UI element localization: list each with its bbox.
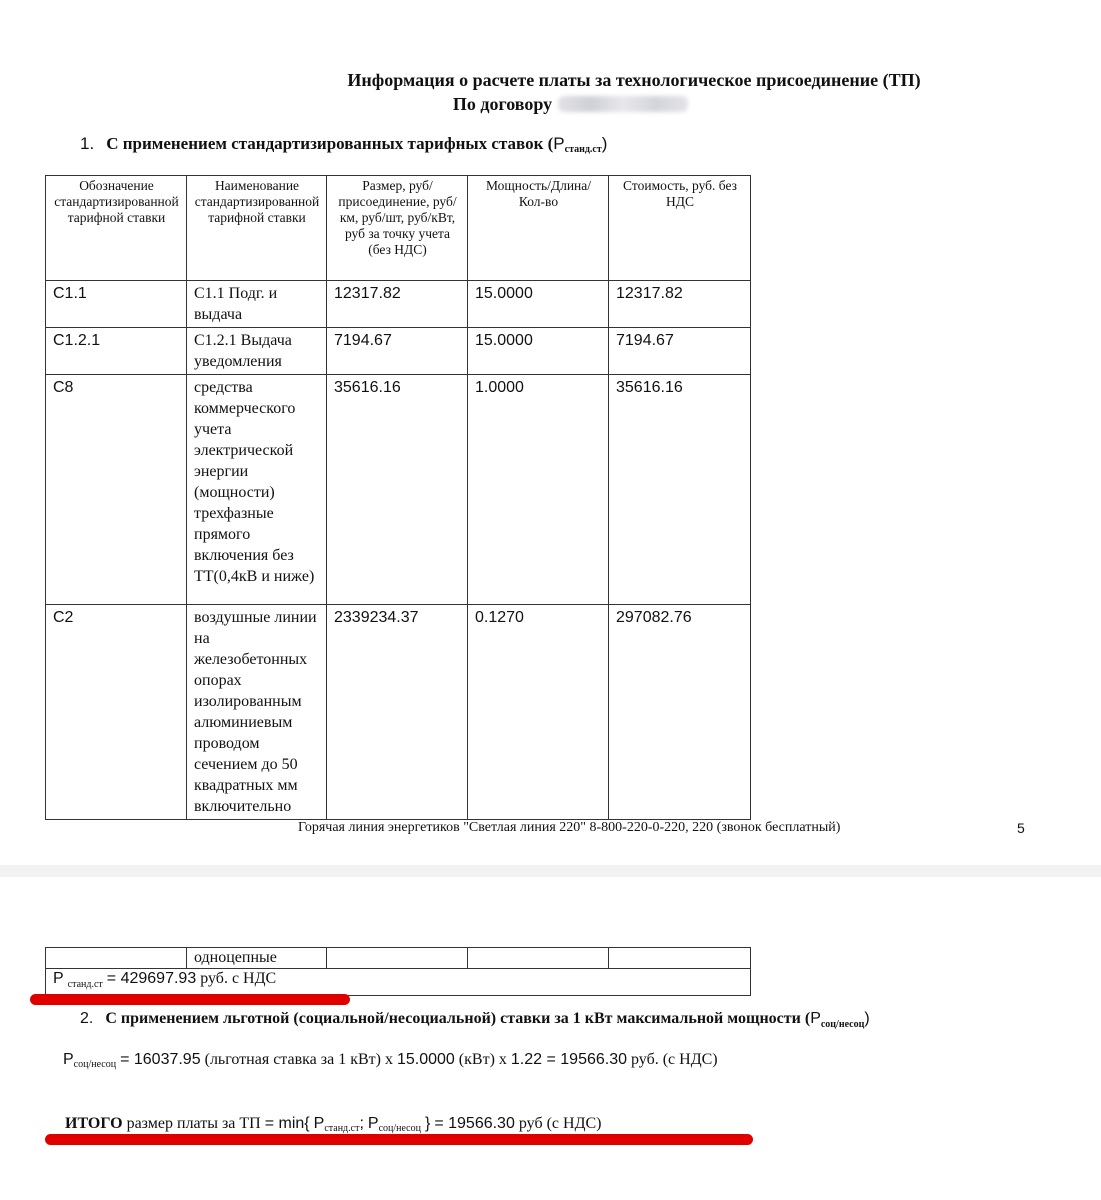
table-row [46,281,751,328]
total-standard-cell: P $_{станд.ст}$ = 429697.93 руб. с НДС [46,969,751,996]
red-underline-1 [30,994,350,1005]
title-line-2 [0,92,1101,116]
quantity-cell: 0.1270 [468,605,609,820]
page-separator [0,865,1101,877]
hotline-footer: Горячая линия энергетиков "Светлая линия 220" 8-800-220-0-220, 220 (звонок бесплатный) [298,820,841,835]
page-number: 5 [1017,820,1025,836]
rate-code-cell: C1.2.1 [46,328,187,375]
rate-size-cell: 12317.82 [327,281,468,328]
rate-name-cell: C1.1 Подг. и выдача [187,281,327,328]
rate-code-cell: C2 [46,605,187,820]
contract-label: По договору [452,94,553,114]
table-row [46,605,751,820]
rate-name-cell: средства коммерческого учета электрической энергии (мощности) трехфазные прямого включения без ТТ(0,4кВ и ниже) [187,375,327,605]
rate-name-cell: C1.2.1 Выдача уведомления [187,328,327,375]
table-row-continued [46,948,751,969]
total-payment-line: ИТОГО размер платы за ТП = min{ $P_{станд.ст}$; $P_{соц/несоц}$ } = 19566.30 руб (с НДС) [65,1115,602,1134]
rate-code-cell: C1.1 [46,281,187,328]
document-title [0,68,1101,116]
rate-code-cell: C8 [46,375,187,605]
cost-cell: 297082.76 [609,605,751,820]
column-header: Наименование стандартизированной тарифной ставки [187,176,327,281]
tariff-table-continued [45,947,751,996]
cost-cell: 12317.82 [609,281,751,328]
quantity-cell: 15.0000 [468,281,609,328]
total-result: = 19566.30 [434,1115,515,1132]
rate-name-cell: одноцепные [187,948,327,969]
table-total-row [46,969,751,996]
table-header-row [46,176,751,281]
column-header: Размер, руб/присоединение, руб/км, руб/шт, руб/кВт, руб за точку учета (без НДС) [327,176,468,281]
rate-size-cell: 2339234.37 [327,605,468,820]
red-underline-2 [45,1134,753,1145]
rate-name-cell: воздушные линии на железобетонных опорах изолированным алюминиевым проводом сечением до 50 квадратных мм включительно [187,605,327,820]
section-2-heading: 2. С применением льготной (социальной/несоциальной) ставки за 1 кВт максимальной мощности $(P_{соц/несоц})$ [80,1010,870,1031]
rate-size-cell: 7194.67 [327,328,468,375]
social-rate-formula: $P_{соц/несоц} = 16037.95$ (льготная ставка за 1 кВт) х 15.0000 (кВт) х 1.22 = 19566.30 руб. (с НДС) [63,1051,718,1070]
column-header: Мощность/Длина/ Кол-во [468,176,609,281]
title-line-1: Информация о расчете платы за технологическое присоединение (ТП) [347,70,921,90]
table-row [46,375,751,605]
quantity-cell: 1.0000 [468,375,609,605]
cost-cell: 35616.16 [609,375,751,605]
total-label: ИТОГО [65,1115,123,1132]
section-1-heading: 1. С применением стандартизированных тарифных ставок $(P_{станд.ст})$ [80,134,608,155]
column-header: Стоимость, руб. без НДС [609,176,751,281]
cost-cell: 7194.67 [609,328,751,375]
table-row [46,328,751,375]
rate-size-cell: 35616.16 [327,375,468,605]
quantity-cell: 15.0000 [468,328,609,375]
tariff-table [45,175,751,820]
column-header: Обозначение стандартизированной тарифной ставки [46,176,187,281]
redacted-contract-number [558,96,688,112]
